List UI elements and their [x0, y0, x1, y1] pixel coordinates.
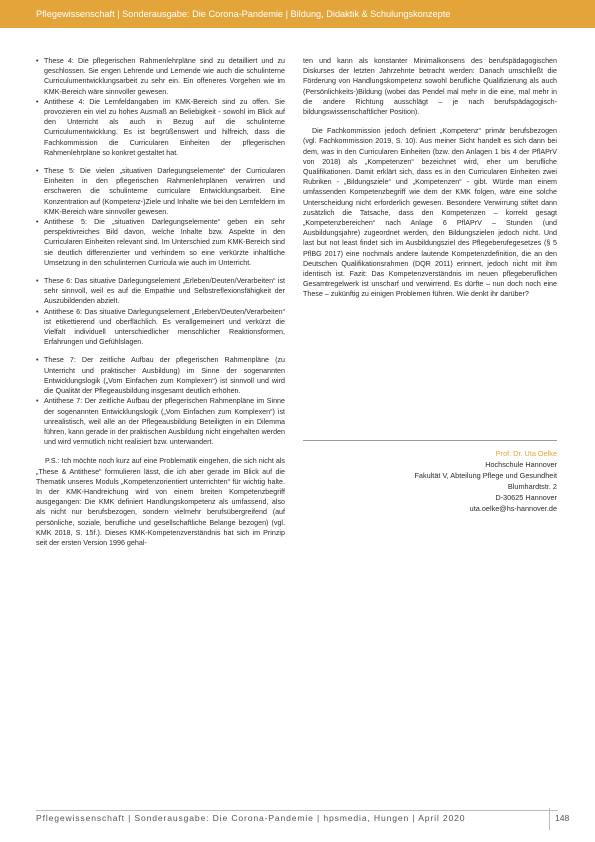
author-signature [303, 440, 557, 514]
footer-divider [36, 810, 558, 811]
thesis-group-7 [36, 355, 285, 447]
right-paragraph-1: ten und kann als konstanter Minimalkonsens des berufspädagogischen Diskurses der letzten Jahrzehnte betracht werden: Danach umschließt die Förderung von Handlungskompetenz sowohl berufliche Qualifizierung als auch (Persönlichkeits-)Bildung (wobei das Pendel mal mehr in die eine, mal mehr in die andere Richtung ausschlägt – je nach berufspädagogisch-bildungswissenschaftlicher Position). [303, 57, 557, 117]
running-title: Pflegewissenschaft | Sonderausgabe: Die Corona-Pandemie | Bildung, Didaktik & Schulungskonzepte [36, 9, 451, 19]
right-column [303, 56, 557, 300]
antithesis-7: • Antithese 7: Der zeitliche Aufbau der pflegerischen Rahmenpläne im Sinne der sogenannten Entwicklungslogik („Vom Einfachen zum Komplexen“) ist unrealistisch, weil alle an der Pflegeausbildung Beteiligten in ein Dilemma führen, kann gerade in der praktischen Ausbildung nicht eingehalten werden und wird vermutlich nicht realisiert bzw. unterwandert. [36, 396, 285, 447]
thesis-4: • These 4: Die pflegerischen Rahmenlehrpläne sind zu detailliert und zu geschlossen. Sie engen Lehrende und Lernende wie auch die schulinterne Curriculumentwicklungsarbeit zu sehr ein. Ein offeneres Vorgehen wie im KMK-Bereich wäre sinnvoller gewesen. [36, 56, 285, 97]
footer-separator [549, 808, 550, 830]
author-email[interactable]: uta.oelke@hs-hannover.de [469, 504, 557, 513]
ps-paragraph: P.S.: Ich möchte noch kurz auf eine Problematik eingehen, die sich nicht als „These & Antithese“ formulieren lässt, die ich aber gerade im Blick auf die Thematik unseres Moduls „Kompetenzorientiert unterrichten“ für wichtig halte. In der KMK-Handreichung wird von einem breiten Kompetenzbegriff ausgegangen: Die KMK definiert Handlungskompetenz als umfassend, also als nicht nur berufsbezogen, sondern vielmehr berufsübergreifend (auf persönliche, soziale, berufliche und gesellschaftliche Belange bezogen) (vgl. KMK 2018, S. 15f.). Dieses KMK-Kompetenzverständnis hat sich im Prinzip seit der ersten Version 1996 gehal- [36, 457, 285, 547]
thesis-group-4 [36, 56, 285, 158]
thesis-group-5 [36, 166, 285, 268]
right-paragraph-2: Die Fachkommission jedoch definiert „Kompetenz“ primär berufsbezogen (vgl. Fachkommission 2019, S. 10). Aus meiner Sicht handelt es sich dann bei dem, was in den Curricularen Einheiten (bzw. den Anlagen 1 bis 4 der PflAPrV von 2018) als „Kompetenzen“ bezeichnet wird, eher um berufliche Qualifikationen. Damit erklärt sich, dass es in den Curricularen Einheiten zwei Rubriken - „Bildungsziele“ und „Kompetenzen“ - gibt. Würde man einem umfassenden Kompetenzbegriff wie dem der KMK folgen, wäre eine solche Unterscheidung nicht erforderlich gewesen. Besondere Verwirrung stiftet dann zusätzlich die Tatsache, dass den Kompetenzen – korrekt gesagt „Kompetenzbereichen“ nach Anlage 6 PflAPrV – Stunden (und Ausbildungsjahre) zugeordnet werden, den Bildungszielen jedoch nicht. Und last but not least findet sich im Ausbildungsziel des Pflegeberufegesetzes (§ 5 PflBG 2017) eine nochmals andere lautende Kompetenzdefinition, die an den Deutschen Qualifikationsrahmen (DQR 2011) erinnert, jedoch nicht mit ihm identisch ist. Fazit: Das Kompetenzverständnis im neuen pflegeberuflichen Gesamtregelwerk ist unscharf und verwirrend. Es dürfte – nun doch noch eine These – zukünftig zu einigen Problemen führen. Wie denkt ihr darüber? [303, 127, 557, 299]
header-bar [0, 0, 595, 28]
author-name: Prof. Dr. Uta Oelke [495, 449, 557, 458]
footer-text: Pflegewissenschaft | Sonderausgabe: Die Corona-Pandemie | hpsmedia, Hungen | April 2020 [36, 813, 466, 823]
author-institution: Hochschule Hannover [485, 460, 557, 469]
antithesis-4: • Antithese 4: Die Lernfeldangaben im KMK-Bereich sind zu offen. Sie provozieren ein viel zu hohes Ausmaß an Beliebigkeit - sowohl im Blick auf den Unterricht als auch in Bezug auf die schulinterne Curriculumentwicklung. Es ist begrüßenswert und hilfreich, dass die Fachkommission die Curricularen Einheiten der pflegerischen Rahmenlehrpläne so konkret gestaltet hat. [36, 97, 285, 158]
thesis-6: • These 6: Das situative Darlegungselement „Erleben/Deuten/Verarbeiten“ ist sehr sinnvoll, weil es auf die Empathie und Selbstreflexionsfähigkeit der Auszubildenden abzielt. [36, 276, 285, 307]
thesis-5: • These 5: Die vielen „situativen Darlegungselemente“ der Curricularen Einheiten in den pflegerischen Rahmenlehrplänen verwirren und erschweren die schulinterne curriculare Entwicklungsarbeit. Eine Konzentration auf (Kompetenz-)Ziele und Inhalte wie bei den Lernfeldern im KMK-Bereich wäre sinnvoller gewesen. [36, 166, 285, 217]
left-column [36, 56, 285, 548]
thesis-7: • These 7: Der zeitliche Aufbau der pflegerischen Rahmenpläne (zu Unterricht und praktischer Ausbildung) im Sinne der sogenannten Entwicklungslogik („Vom Einfachen zum Komplexen“) ist sinnvoll und wird die Qualität der Pflegeausbildung insgesamt deutlich erhöhen. [36, 355, 285, 396]
antithesis-5: • Antithese 5: Die „situativen Darlegungselemente“ geben ein sehr perspektivreiches Bild davon, welche Inhalte bzw. Aspekte in den Curricularen Einheiten relevant sind. Im Unterschied zum KMK-Bereich sind sie deutlich differenzierter und verhindern so eine verkürzte inhaltliche Umsetzung in den schulinternen Curricula wie auch im Unterricht. [36, 217, 285, 268]
thesis-group-6 [36, 276, 285, 347]
author-city: D-30625 Hannover [495, 493, 557, 502]
antithesis-6: • Antithese 6: Das situative Darlegungselement „Erleben/Deuten/Verarbeiten“ ist etikettierend und oberflächlich. Es verallgemeinert und verkürzt die Vielfalt individuell unterschiedlicher menschlicher Reaktionsformen, Erfahrungen und Gefühlslagen. [36, 307, 285, 348]
author-street: Blumhardtstr. 2 [507, 482, 557, 491]
author-department: Fakultät V, Abteilung Pflege und Gesundheit [414, 471, 557, 480]
page-number: 148 [555, 813, 570, 823]
